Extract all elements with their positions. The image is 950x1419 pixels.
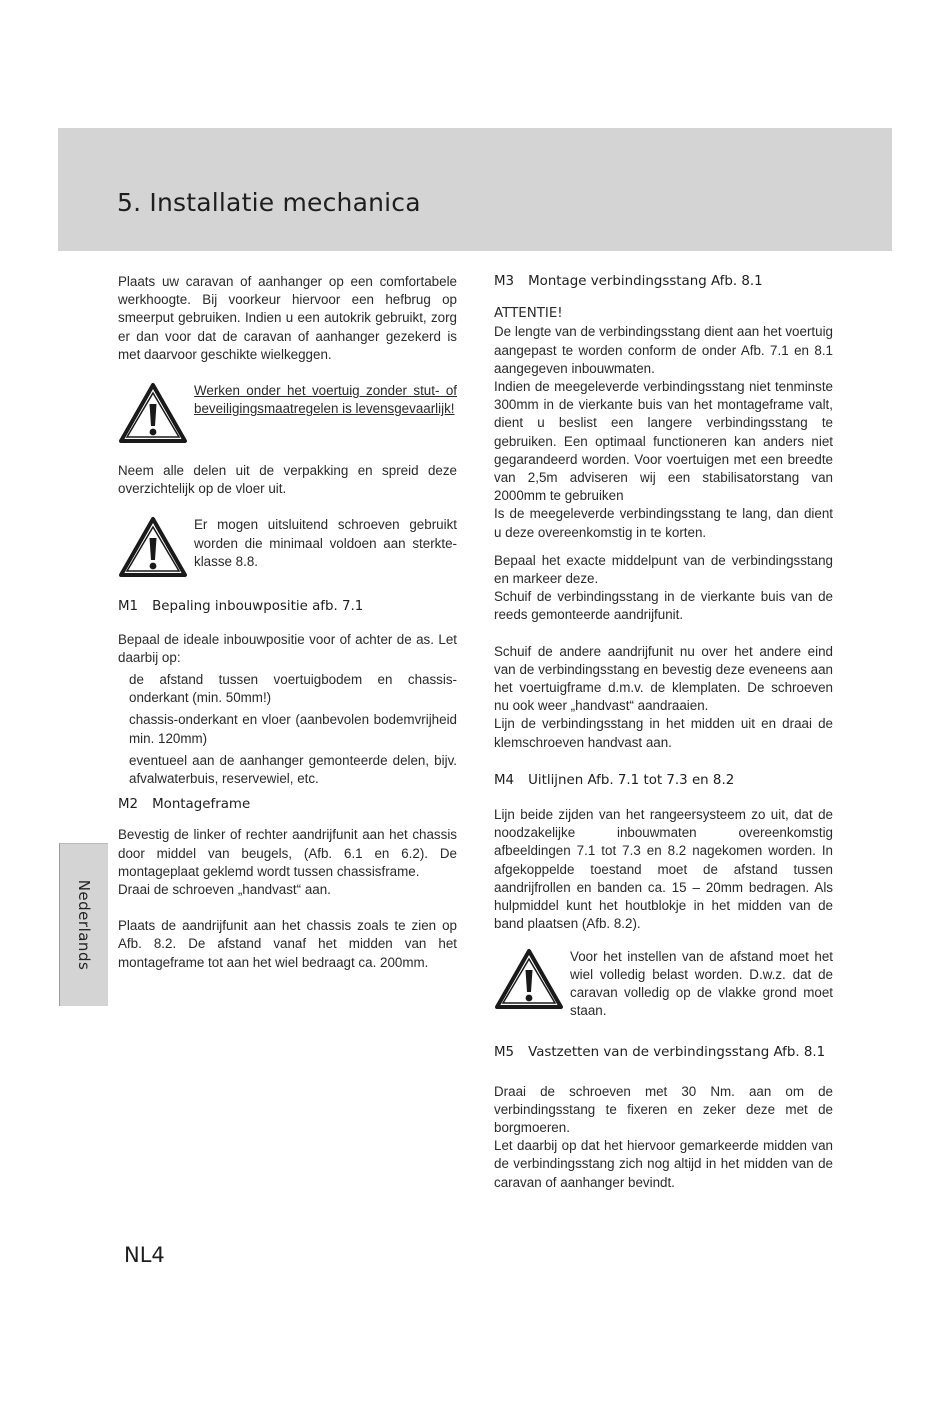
warning-text-3: Voor het instellen van de afstand moet het wiel volledig belast worden. D.w.z. dat de caravan volledig op de vlakke grond moet staan. [570,948,833,1019]
language-label: Nederlands [75,879,93,971]
attention-label: ATTENTIE! [494,306,563,322]
m5-paragraph-2: Let daarbij op dat het hiervoor gemarkeerde midden van de verbindingsstang zich nog altijd in het midden van de caravan of aanhanger bevindt. [494,1138,833,1190]
section-heading-m2 [118,796,457,814]
m4-paragraph-1: Lijn beide zijden van het rangeersysteem zo uit, dat de noodzakelijke inbouwmaten overeenkomstig afbeeldingen 7.1 tot 7.3 en 8.2 nagekomen worden. In afgekoppelde toestand moet de afstand tussen aandrijfrollen en banden ca. 15 – 20mm bedragen. Als hulpmiddel kunt het houtblokje in het midden van de band plaatsen (Afb. 8.2). [494,807,833,932]
m5-paragraph-1: Draai de schroeven met 30 Nm. aan om de verbindingsstang te fixeren en zeker deze met de borgmoeren. [494,1083,833,1135]
warning-triangle-icon [118,382,188,444]
warning-triangle-icon [494,948,564,1010]
page-number: NL4 [124,1243,165,1267]
m2-paragraph-1: Bevestig de linker of rechter aandrijfunit aan het chassis door middel van beugels, (Afb. 6.1 en 6.2). De montageplaat geklemd wordt tussen chassisframe. [118,827,457,879]
m3-paragraph-6: Schuif de andere aandrijfunit nu over het andere eind van de verbindingsstang en bevestig deze eveneens aan het voertuigframe d.m.v. de klemplaten. De schroeven nu ook weer „handvast“ aandraaien. [494,643,833,714]
section-title: Bepaling inbouwpositie afb. 7.1 [152,599,364,615]
section-title: Montageframe [152,797,251,813]
m3-paragraph-4: Bepaal het exacte middelpunt van de verbindingsstang en markeer deze. [494,552,833,587]
intro-paragraph: Plaats uw caravan of aanhanger op een comfortabele werkhoogte. Bij voorkeur hiervoor een hefbrug op smeerput gebruiken. Indien u een autokrik gebruikt, zorg er dan voor dat de caravan of aanhanger gezekerd is met daarvoor geschikte wielkeggen. [118,274,457,362]
warning-block-1 [118,382,457,444]
list-item: eventueel aan de aanhanger gemonteerde delen, bijv. afvalwaterbuis, reservewiel, etc. [129,752,457,787]
header-band [58,128,892,251]
section-title: Uitlijnen Afb. 7.1 tot 7.3 en 8.2 [528,772,735,788]
section-code: M4 [494,772,515,788]
section-code: M3 [494,274,515,289]
m3-paragraph-2: Indien de meegeleverde verbindingsstang niet tenminste 300mm in de vierkante buis van het montageframe valt, dient u beslist een langere verbindingsstang te gebruiken. Een optimaal functioneren kan anders niet gegarandeerd worden. Voor voertuigen met een breedte van 2,5m adviseren wij een stabilisatorstang van 2000mm te gebruiken [494,379,833,504]
page-title: 5. Installatie mechanica [117,188,421,217]
section-heading-m5 [494,1044,833,1062]
warning-triangle-icon [118,516,188,578]
m1-paragraph: Bepaal de ideale inbouwpositie voor of achter de as. Let daarbij op: [118,631,457,665]
unpack-paragraph: Neem alle delen uit de verpakking en spreid deze overzichtelijk op de vloer uit. [118,463,457,497]
m3-paragraph-3: Is de meegeleverde verbindingsstang te lang, dan dient u deze overeenkomstig in te korten. [494,506,833,540]
section-heading-m4 [494,772,833,790]
language-side-tab [59,843,108,1006]
warning-block-3 [494,948,833,1021]
section-heading-m3 [494,273,833,291]
section-title: Montage verbindingsstang Afb. 8.1 [528,274,763,289]
right-column [494,273,833,1192]
m3-paragraph-1: De lengte van de verbindingsstang dient aan het voertuig aangepast te worden conform de onder Afb. 7.1 en 8.1 aangegeven inbouwmaten. [494,324,833,376]
section-heading-m1 [118,598,457,616]
warning-text-2: Er mogen uitsluitend schroeven gebruikt worden die minimaal voldoen aan sterkte-klasse 8.8. [194,517,457,569]
section-code: M2 [118,797,139,813]
m3-paragraph-5: Schuif de verbindingsstang in de vierkante buis van de reeds gemonteerde aandrijfunit. [494,589,833,623]
m1-list [118,671,457,788]
m3-paragraph-7: Lijn de verbindingsstang in het midden uit en draai de klemschroeven handvast aan. [494,716,833,750]
section-code: M1 [118,599,139,615]
m2-paragraph-3: Plaats de aandrijfunit aan het chassis zoals te zien op Afb. 8.2. De afstand vanaf het midden van het montageframe tot aan het wiel bedraagt ca. 200mm. [118,918,457,970]
list-item: chassis-onderkant en vloer (aanbevolen bodemvrijheid min. 120mm) [129,712,457,746]
section-code: M5 [494,1045,515,1061]
section-title: Vastzetten van de verbindingsstang Afb. 8.1 [528,1045,826,1061]
list-item: de afstand tussen voertuigbodem en chassis-onderkant (min. 50mm!) [129,672,457,706]
left-column [118,273,457,972]
m2-paragraph-2: Draai de schroeven „handvast“ aan. [118,882,331,898]
warning-block-2 [118,516,457,578]
warning-text-1: Werken onder het voertuig zonder stut- of beveiligingsmaatregelen is levensgevaarlijk! [194,383,457,417]
